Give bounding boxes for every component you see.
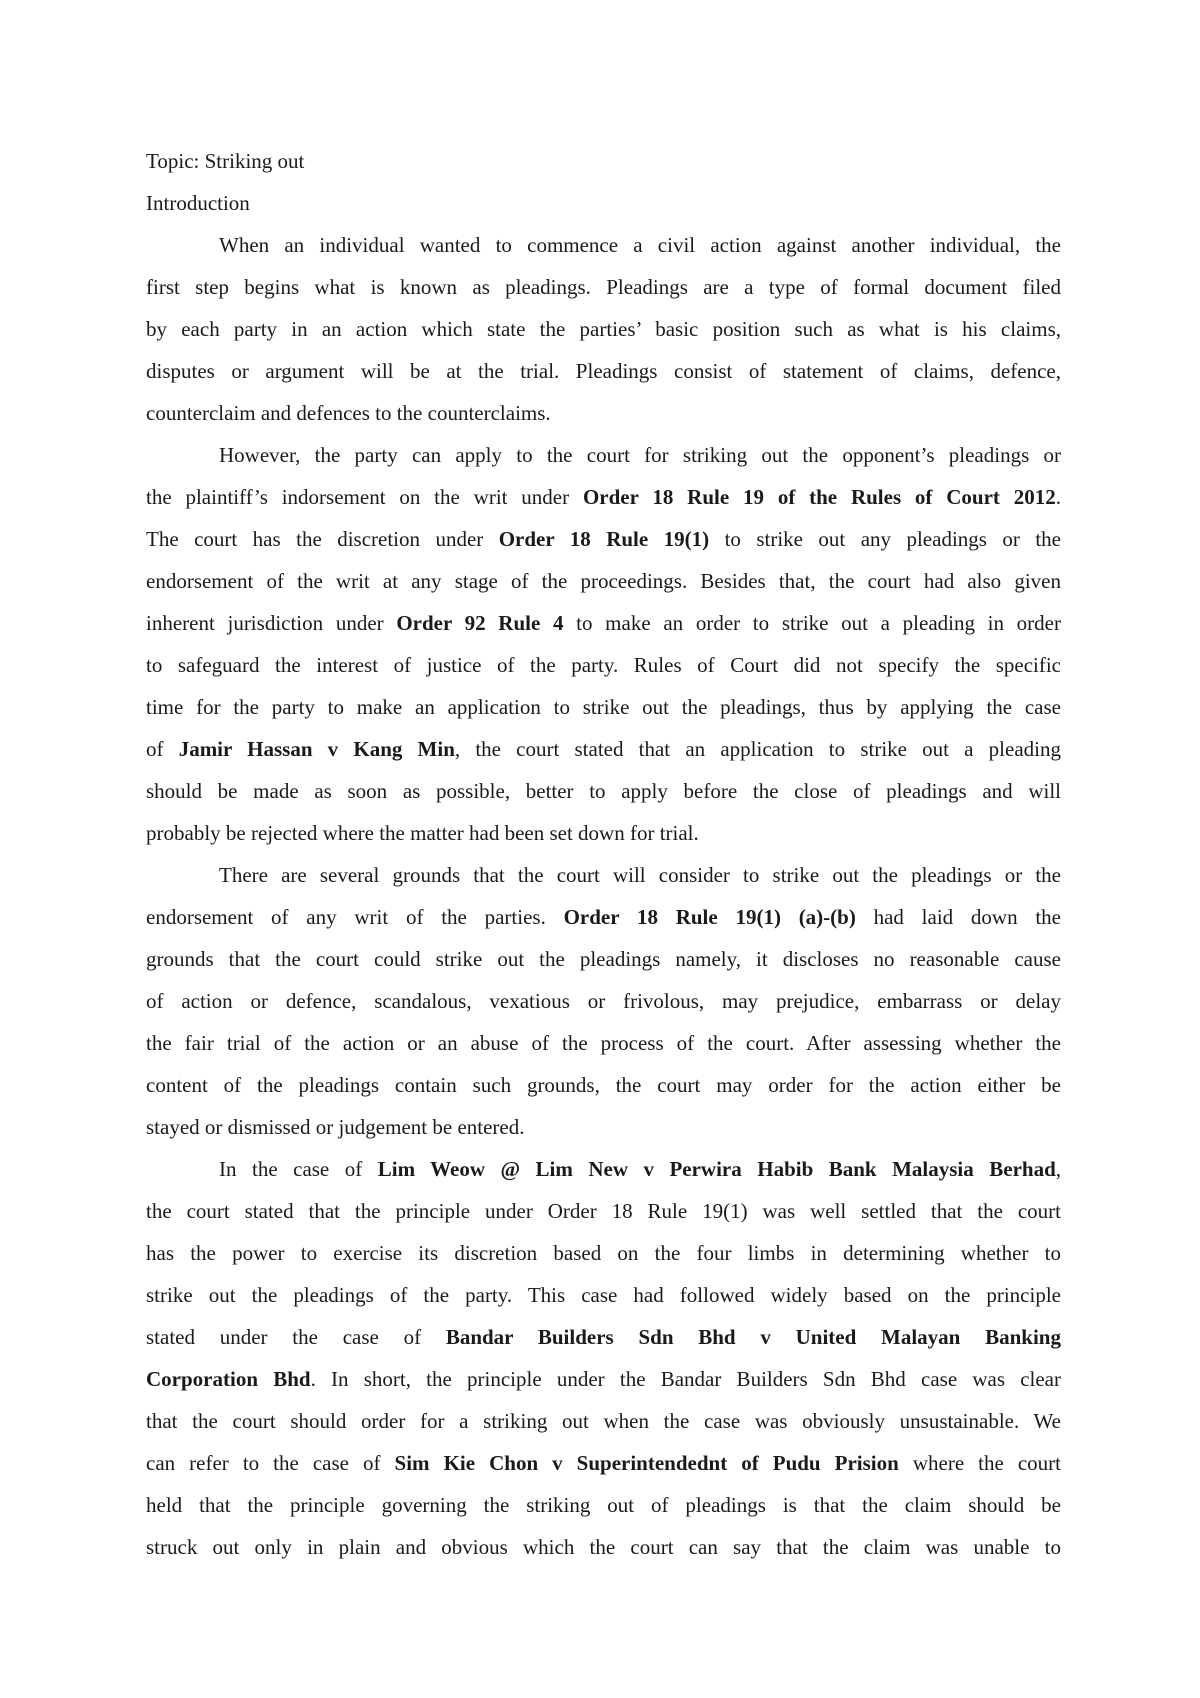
paragraph-line: [146, 770, 1061, 812]
paragraph-line: [146, 812, 1061, 854]
text-run: has the power to exercise its discretion based on the four limbs in determining whether to: [146, 1241, 1061, 1265]
paragraph-line: [146, 1274, 1061, 1316]
text-run: probably be rejected where the matter had been set down for trial.: [146, 821, 699, 845]
text-run: to safeguard the interest of justice of the party. Rules of Court did not specify the specific: [146, 653, 1061, 677]
text-run: inherent jurisdiction under: [146, 611, 397, 635]
text-run: counterclaim and defences to the counterclaims.: [146, 401, 551, 425]
bold-citation: Bandar Builders Sdn Bhd v United Malayan Banking: [445, 1325, 1061, 1349]
text-run: of: [146, 737, 179, 761]
text-run: endorsement of the writ at any stage of the proceedings. Besides that, the court had also given: [146, 569, 1061, 593]
paragraph-line: [146, 854, 1061, 896]
text-run: There are several grounds that the court will consider to strike out the pleadings or the: [219, 863, 1061, 887]
paragraph-line: [146, 1400, 1061, 1442]
text-run: When an individual wanted to commence a civil action against another individual, the: [219, 233, 1061, 257]
text-run: should be made as soon as possible, better to apply before the close of pleadings and will: [146, 779, 1061, 803]
text-run: time for the party to make an application to strike out the pleadings, thus by applying the case: [146, 695, 1061, 719]
bold-citation: Lim Weow @ Lim New v Perwira Habib Bank Malaysia Berhad: [377, 1157, 1056, 1181]
paragraph-line: [146, 1148, 1061, 1190]
text-run: , the court stated that an application to strike out a pleading: [454, 737, 1061, 761]
text-run: .: [1055, 485, 1061, 509]
paragraph-line: [146, 350, 1061, 392]
text-run: of action or defence, scandalous, vexatious or frivolous, may prejudice, embarrass or delay: [146, 989, 1061, 1013]
text-run: endorsement of any writ of the parties.: [146, 905, 564, 929]
text-run: . In short, the principle under the Bandar Builders Sdn Bhd case was clear: [310, 1367, 1061, 1391]
paragraph-line: [146, 1232, 1061, 1274]
text-run: first step begins what is known as pleadings. Pleadings are a type of formal document filed: [146, 275, 1061, 299]
text-run: that the court should order for a striking out when the case was obviously unsustainable. We: [146, 1409, 1061, 1433]
text-run: ,: [1055, 1157, 1061, 1181]
paragraph-line: [146, 938, 1061, 980]
paragraph-line: [146, 1064, 1061, 1106]
bold-citation: Jamir Hassan v Kang Min: [178, 737, 455, 761]
paragraphs: [146, 224, 1061, 1568]
bold-citation: Order 18 Rule 19(1) (a)-(b): [563, 905, 856, 929]
text-run: stated under the case of: [146, 1325, 446, 1349]
text-run: strike out the pleadings of the party. This case had followed widely based on the principle: [146, 1283, 1061, 1307]
text-run: stayed or dismissed or judgement be entered.: [146, 1115, 525, 1139]
text-run: can refer to the case of: [146, 1451, 395, 1475]
text-run: the plaintiff’s indorsement on the writ under: [146, 485, 583, 509]
paragraph-line: [146, 224, 1061, 266]
document-body: [146, 140, 1061, 1568]
paragraph: [146, 434, 1061, 854]
bold-citation: Order 18 Rule 19(1): [498, 527, 710, 551]
paragraph-line: [146, 1190, 1061, 1232]
bold-citation: Order 18 Rule 19 of the Rules of Court 2012: [582, 485, 1056, 509]
text-run: grounds that the court could strike out the pleadings namely, it discloses no reasonable cause: [146, 947, 1061, 971]
bold-citation: Order 92 Rule 4: [396, 611, 564, 635]
paragraph-line: [146, 980, 1061, 1022]
paragraph: [146, 854, 1061, 1148]
text-run: to make an order to strike out a pleading in order: [563, 611, 1061, 635]
paragraph-line: [146, 434, 1061, 476]
bold-citation: Sim Kie Chon v Superintendednt of Pudu Prision: [394, 1451, 899, 1475]
text-run: However, the party can apply to the court for striking out the opponent’s pleadings or: [219, 443, 1061, 467]
paragraph-line: [146, 476, 1061, 518]
topic-line: Topic: Striking out: [146, 149, 305, 173]
paragraph-line: [146, 728, 1061, 770]
text-run: disputes or argument will be at the trial. Pleadings consist of statement of claims, defence,: [146, 359, 1061, 383]
paragraph-line: [146, 1484, 1061, 1526]
paragraph-line: [146, 1022, 1061, 1064]
text-run: had laid down the: [855, 905, 1061, 929]
paragraph-line: [146, 602, 1061, 644]
paragraph-line: [146, 1316, 1061, 1358]
paragraph-line: [146, 1106, 1061, 1148]
text-run: content of the pleadings contain such grounds, the court may order for the action either be: [146, 1073, 1061, 1097]
paragraph-line: [146, 896, 1061, 938]
text-run: to strike out any pleadings or the: [709, 527, 1061, 551]
paragraph-line: [146, 308, 1061, 350]
text-run: held that the principle governing the striking out of pleadings is that the claim should be: [146, 1493, 1061, 1517]
paragraph: [146, 1148, 1061, 1568]
paragraph-line: [146, 1442, 1061, 1484]
text-run: The court has the discretion under: [146, 527, 499, 551]
text-run: struck out only in plain and obvious which the court can say that the claim was unable to: [146, 1535, 1061, 1559]
bold-citation: Corporation Bhd: [146, 1367, 311, 1391]
paragraph-line: [146, 644, 1061, 686]
text-run: where the court: [898, 1451, 1061, 1475]
paragraph: [146, 224, 1061, 434]
text-run: by each party in an action which state the parties’ basic position such as what is his claims,: [146, 317, 1061, 341]
text-run: In the case of: [219, 1157, 378, 1181]
paragraph-line: [146, 1526, 1061, 1568]
paragraph-line: [146, 686, 1061, 728]
paragraph-line: [146, 266, 1061, 308]
paragraph-line: [146, 518, 1061, 560]
paragraph-line: [146, 392, 1061, 434]
text-run: the fair trial of the action or an abuse of the process of the court. After assessing whether the: [146, 1031, 1061, 1055]
paragraph-line: [146, 560, 1061, 602]
paragraph-line: [146, 1358, 1061, 1400]
text-run: the court stated that the principle under Order 18 Rule 19(1) was well settled that the court: [146, 1199, 1061, 1223]
section-heading: Introduction: [146, 191, 250, 215]
